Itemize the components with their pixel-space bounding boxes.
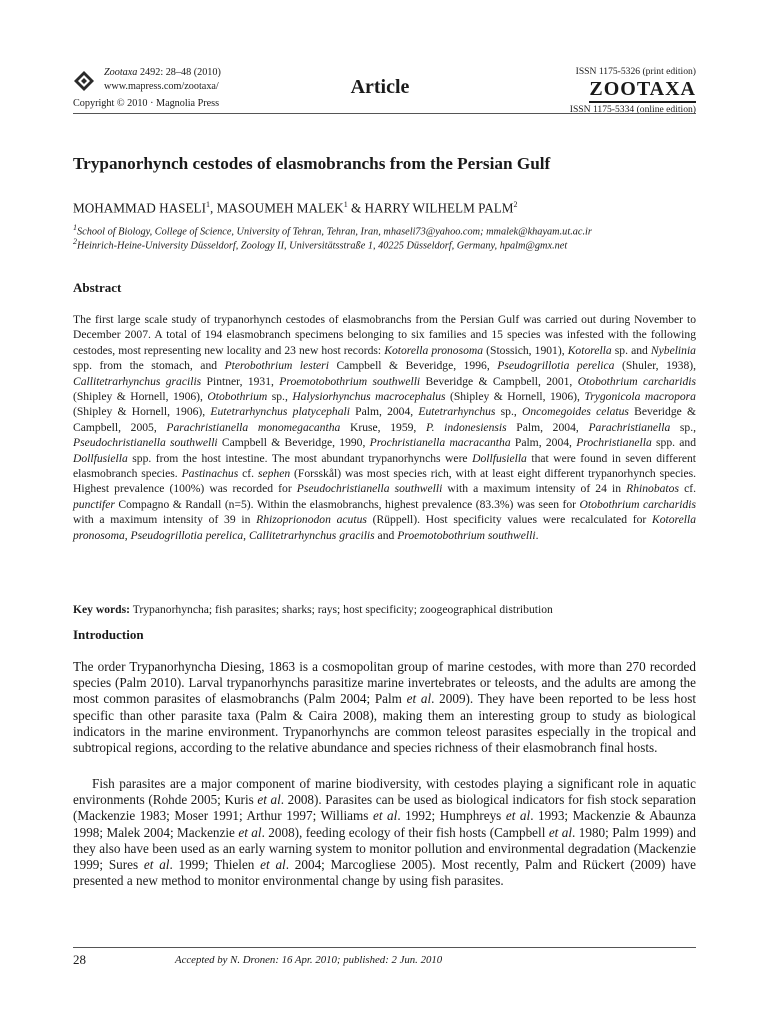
header-citation-block (73, 66, 221, 93)
accepted-published-dates: Accepted by N. Dronen: 16 Apr. 2010; published: 2 Jun. 2010 (175, 954, 443, 966)
affiliation-1: $^1$School of Biology, College of Science, University of Tehran, Tehran, Iran, mhaseli73@yahoo.com; mmalek@khayam.ut.ac.ir (73, 223, 592, 238)
intro-paragraph-1: The order Trypanorhyncha Diesing, 1863 is a cosmopolitan group of marine cestodes, with more than 270 recorded species (Palm 2010). Larval trypanorhynchs parasitize marine invertebrates or teleosts, and the adults are among the most common parasites of elasmobranchs (Palm 2004; Palm et al. 2009). They have been reported to be less host specific than other parasite taxa (Palm & Caira 2008), making them an interesting group to study as biological indicators in the marine environment. Trypanorhynchs are common teleost parasites especially in the tropical and subtropical regions, according to the relative abundance and species richness of their elasmobranch final hosts. (73, 659, 696, 756)
issn-print: ISSN 1175-5326 (print edition) (575, 66, 696, 77)
copyright-notice: Copyright © 2010 · Magnolia Press (73, 98, 220, 109)
journal-wordmark: ZOOTAXA (589, 78, 696, 103)
keywords-text: Trypanorhyncha; fish parasites; sharks; rays; host specificity; zoogeographical distribution (132, 603, 553, 616)
abstract-heading: Abstract (73, 280, 122, 295)
issn-online: ISSN 1175-5334 (online edition) (569, 104, 696, 115)
issn-block (570, 66, 696, 116)
article-type-label: Article (350, 76, 410, 98)
paper-title: Trypanorhynch cestodes of elasmobranchs from the Persian Gulf (73, 154, 551, 173)
citation-line: Zootaxa 2492: 28–48 (2010) (104, 67, 221, 78)
header-divider (73, 113, 696, 114)
introduction-heading: Introduction (73, 627, 144, 642)
intro-paragraph-2: Fish parasites are a major component of marine biodiversity, with cestodes playing a significant role in aquatic environments (Rohde 2005; Kuris et al. 2008). Parasites can be used as biological indicators for fish stock separation (Mackenzie 1983; Moser 1991; Arthur 1997; Williams et al. 1992; Humphreys et al. 1993; Mackenzie & Abaunza 1998; Malek 2004; Mackenzie et al. 2008), feeding ecology of their fish hosts (Campbell et al. 1980; Palm 1999) and they also have been used as an early warning system to monitor pollution and environmental degradation (Mackenzie 1999; Sures et al. 1999; Thielen et al. 2004; Marcogliese 2005). Most recently, Palm and Rückert (2009) have presented a new method to monitor environmental change by using fish parasites. (73, 776, 697, 889)
affiliation-2: $^2$Heinrich-Heine-University Düsseldorf, Zoology II, Universitätsstraße 1, 40225 Düsseldorf, Germany, hpalm@gmx.net (73, 237, 568, 252)
footer-divider (73, 947, 696, 948)
abstract-text: The first large scale study of trypanorhynch cestodes of elasmobranchs from the Persian Gulf was carried out during November to December 2007. A total of 194 elasmobranch specimens belonging to six families and 15 species was infested with the following cestodes, most representing new locality and 23 new host records: Kotorella pronosoma (Stossich, 1901), Kotorella sp. and Nybelinia spp. from the stomach, and Pterobothrium lesteri Campbell & Beveridge, 1996, Pseudogrillotia perelica (Shuler, 1938), Callitetrarhynchus gracilis Pintner, 1931, Proemotobothrium southwelli Beveridge & Campbell, 2001, Otobothrium carcharidis (Shipley & Hornell, 1906), Otobothrium sp., Halysiorhynchus macrocephalus (Shipley & Hornell, 1906), Trygonicola macropora (Shipley & Hornell, 1906), Eutetrarhynchus platycephali Palm, 2004, Eutetrarhynchus sp., Oncomegoides celatus Beveridge & Campbell, 2005, Parachristianella monomegacantha Kruse, 1959, P. indonesiensis Palm, 2004, Parachristianella sp., Pseudochristianella southwelli Campbell & Beveridge, 1990, Prochristianella macracantha Palm, 2004, Prochristianella spp. and Dollfusiella spp. from the host intestine. The most abundant trypanorhynchs were Dollfusiella that were found in seven different elasmobranch species. Pastinachus cf. sephen (Forsskål) was most species rich, with at least eight different trypanorhynch species. Highest prevalence (100%) was recorded for Pseudochristianella southwelli with a maximum intensity of 24 in Rhinobatos cf. punctifer Compagno & Randall (n=5). Within the elasmobranchs, highest prevalence (83.3%) was seen for Otobothrium carcharidis with a maximum intensity of 39 in Rhizoprionodon acutus (Rüppell). Host specificity values were recalculated for Kotorella pronosoma, Pseudogrillotia perelica, Callitetrarhynchus gracilis and Proemotobothrium southwelli. (73, 313, 697, 542)
author-list: MOHAMMAD HASELI$^1$, MASOUMEH MALEK$^1$ & HARRY WILHELM PALM$^2$ (73, 200, 518, 216)
keywords-line (73, 603, 696, 616)
zootaxa-logo-icon (73, 70, 95, 92)
journal-url[interactable]: www.mapress.com/zootaxa/ (104, 80, 219, 92)
keywords-label: Key words: (73, 603, 130, 616)
page-number: 28 (73, 952, 86, 967)
